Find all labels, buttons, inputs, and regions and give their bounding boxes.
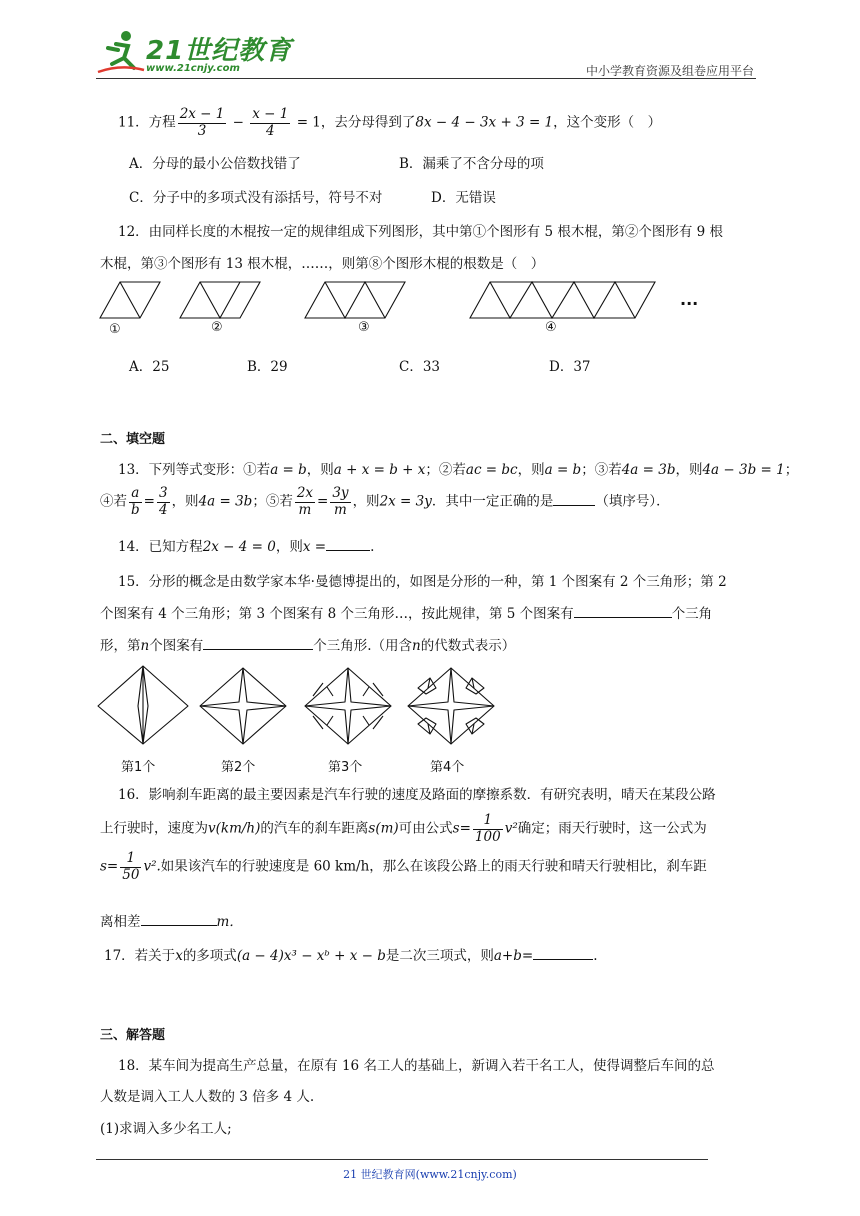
q11-option-b: B．漏乘了不含分母的项 — [399, 156, 544, 172]
section-2-title: 二、填空题 — [100, 432, 166, 447]
q14-answer-blank[interactable] — [326, 537, 370, 551]
q16-frac-1-50: $\frac{1}{50}$ — [122, 850, 140, 883]
section-3-title: 三、解答题 — [100, 1028, 166, 1043]
q12-ellipsis: ··· — [680, 294, 699, 313]
q13-frac-a-b: $\frac{a}{b}$ — [131, 485, 140, 518]
q15-label-4: 第4个 — [430, 760, 465, 775]
q16-frac-1-100: $\frac{1}{100}$ — [474, 812, 501, 845]
q16-line-2: 上行驶时，速度为v(km/h)的汽车的刹车距离s(m)可由公式s= $\frac{1}{100}$ v²确定；雨天行驶时，这一公式为 — [100, 812, 707, 845]
q16-line-4: 离相差 m． — [100, 914, 243, 930]
stick-figure-3 — [305, 282, 405, 318]
q15-fractal-figures — [98, 666, 498, 746]
logo-title: 21世纪教育 — [146, 36, 293, 66]
q12-label-1: ① — [109, 322, 121, 337]
q12-option-d: D．37 — [549, 359, 591, 375]
q13-frac-3-4: $\frac{3}{4}$ — [158, 485, 168, 518]
q15-label-1: 第1个 — [121, 760, 156, 775]
q13-line-2: ④若 $\frac{a}{b}$ = $\frac{3}{4}$ ，则4a = 3b；⑤若 $\frac{2x}{m}$ = $\frac{3y}{m}$ ，则2x = 3y．其中一定正确的是 （填序号）． — [100, 485, 670, 518]
q11-equals: = 1 — [296, 114, 321, 131]
question-14: 14．已知方程2x − 4 = 0，则x = . — [118, 539, 375, 555]
header-platform-text: 中小学教育资源及组卷应用平台 — [585, 64, 754, 78]
q11-mid: ，去分母得到了 — [320, 114, 416, 131]
stick-figure-2 — [180, 282, 260, 318]
q12-line-2: 木棍，第③个图形有 13 根木棍，……，则第⑧个图形木棍的根数是（ ） — [100, 256, 545, 272]
runner-icon — [96, 28, 146, 76]
q16-answer-blank[interactable] — [141, 912, 217, 926]
logo-url: www.21cnjy.com — [146, 63, 240, 74]
q15-line-1: 15．分形的概念是由数学家本华·曼德博提出的，如图是分形的一种，第 1 个图案有 2 个三角形；第 2 — [118, 574, 727, 590]
q12-option-c: C．33 — [399, 359, 441, 375]
q15-label-2: 第2个 — [221, 760, 256, 775]
q11-option-a: A．分母的最小公倍数找错了 — [129, 156, 301, 172]
question-11: 11．方程 $\frac{2x - 1}{3}$ − $\frac{x - 1}{4}$ = 1，去分母得到了8x − 4 − 3x + 3 = 1，这个变形（ ） — [118, 106, 662, 139]
stick-figure-1 — [100, 282, 160, 318]
q15-answer-blank-1[interactable] — [574, 604, 672, 618]
q18-line-3: (1)求调入多少名工人; — [100, 1121, 232, 1137]
fractal-figure-1 — [98, 666, 188, 744]
q13-frac-3y-m: $\frac{3y}{m}$ — [332, 485, 349, 518]
q15-label-3: 第3个 — [328, 760, 363, 775]
q13-answer-blank[interactable] — [553, 492, 595, 506]
q12-label-3: ③ — [358, 320, 370, 335]
q11-expression: 8x − 4 − 3x + 3 = 1 — [415, 114, 554, 131]
q12-option-a: A．25 — [129, 359, 170, 375]
q12-option-b: B．29 — [247, 359, 288, 375]
q11-option-c: C．分子中的多项式没有添括号，符号不对 — [129, 190, 383, 206]
q16-line-3: s= $\frac{1}{50}$ v².如果该汽车的行驶速度是 60 km/h，那么在该段公路上的雨天行驶和晴天行驶相比，刹车距 — [100, 850, 707, 883]
stick-figure-4 — [470, 282, 655, 318]
q17-answer-blank[interactable] — [533, 946, 593, 960]
fractal-figure-4 — [408, 668, 494, 744]
header-divider — [96, 78, 756, 79]
q15-line-2: 个图案有 4 个三角形；第 3 个图案有 8 个三角形…，按此规律，第 5 个图案有 个三角 — [100, 606, 713, 622]
q12-line-1: 12．由同样长度的木棍按一定的规律组成下列图形，其中第①个图形有 5 根木棍，第②个图形有 9 根 — [118, 224, 724, 240]
q18-line-2: 人数是调入工人人数的 3 倍多 4 人. — [100, 1089, 315, 1105]
logo — [96, 28, 293, 80]
q11-option-d: D．无错误 — [431, 190, 496, 206]
footer-divider — [96, 1159, 708, 1160]
fractal-figure-3 — [305, 668, 391, 744]
q12-label-4: ④ — [545, 320, 557, 335]
q15-answer-blank-2[interactable] — [203, 636, 313, 650]
q11-prefix: 11．方程 — [118, 114, 176, 131]
q15-line-3: 形，第n个图案有 个三角形.（用含n的代数式表示） — [100, 638, 516, 654]
footer-link[interactable]: 21 世纪教育网(www.21cnjy.com) — [343, 1168, 517, 1181]
q12-stick-figures — [100, 282, 700, 332]
q11-fraction-2: $\frac{x - 1}{4}$ — [252, 106, 289, 139]
q16-line-1: 16．影响刹车距离的最主要因素是汽车行驶的速度及路面的摩擦系数．有研究表明，晴天在某段公路 — [118, 787, 716, 803]
q11-fraction-1: $\frac{2x - 1}{3}$ — [179, 106, 225, 139]
question-17: 17．若关于x的多项式(a − 4)x³ − xᵇ + x − b是二次三项式，则a+b= . — [104, 948, 598, 964]
q13-line-1: 13．下列等式变形：①若a = b，则a + x = b + x；②若ac = bc，则a = b；③若4a = 3b，则4a − 3b = 1； — [118, 462, 799, 478]
fractal-figure-2 — [200, 668, 286, 744]
q11-suffix: ，这个变形（ ） — [553, 114, 662, 131]
q18-line-1: 18．某车间为提高生产总量，在原有 16 名工人的基础上，新调入若干名工人，使得调整后车间的总 — [118, 1058, 715, 1074]
q13-frac-2x-m: $\frac{2x}{m}$ — [296, 485, 314, 518]
q12-label-2: ② — [211, 320, 223, 335]
